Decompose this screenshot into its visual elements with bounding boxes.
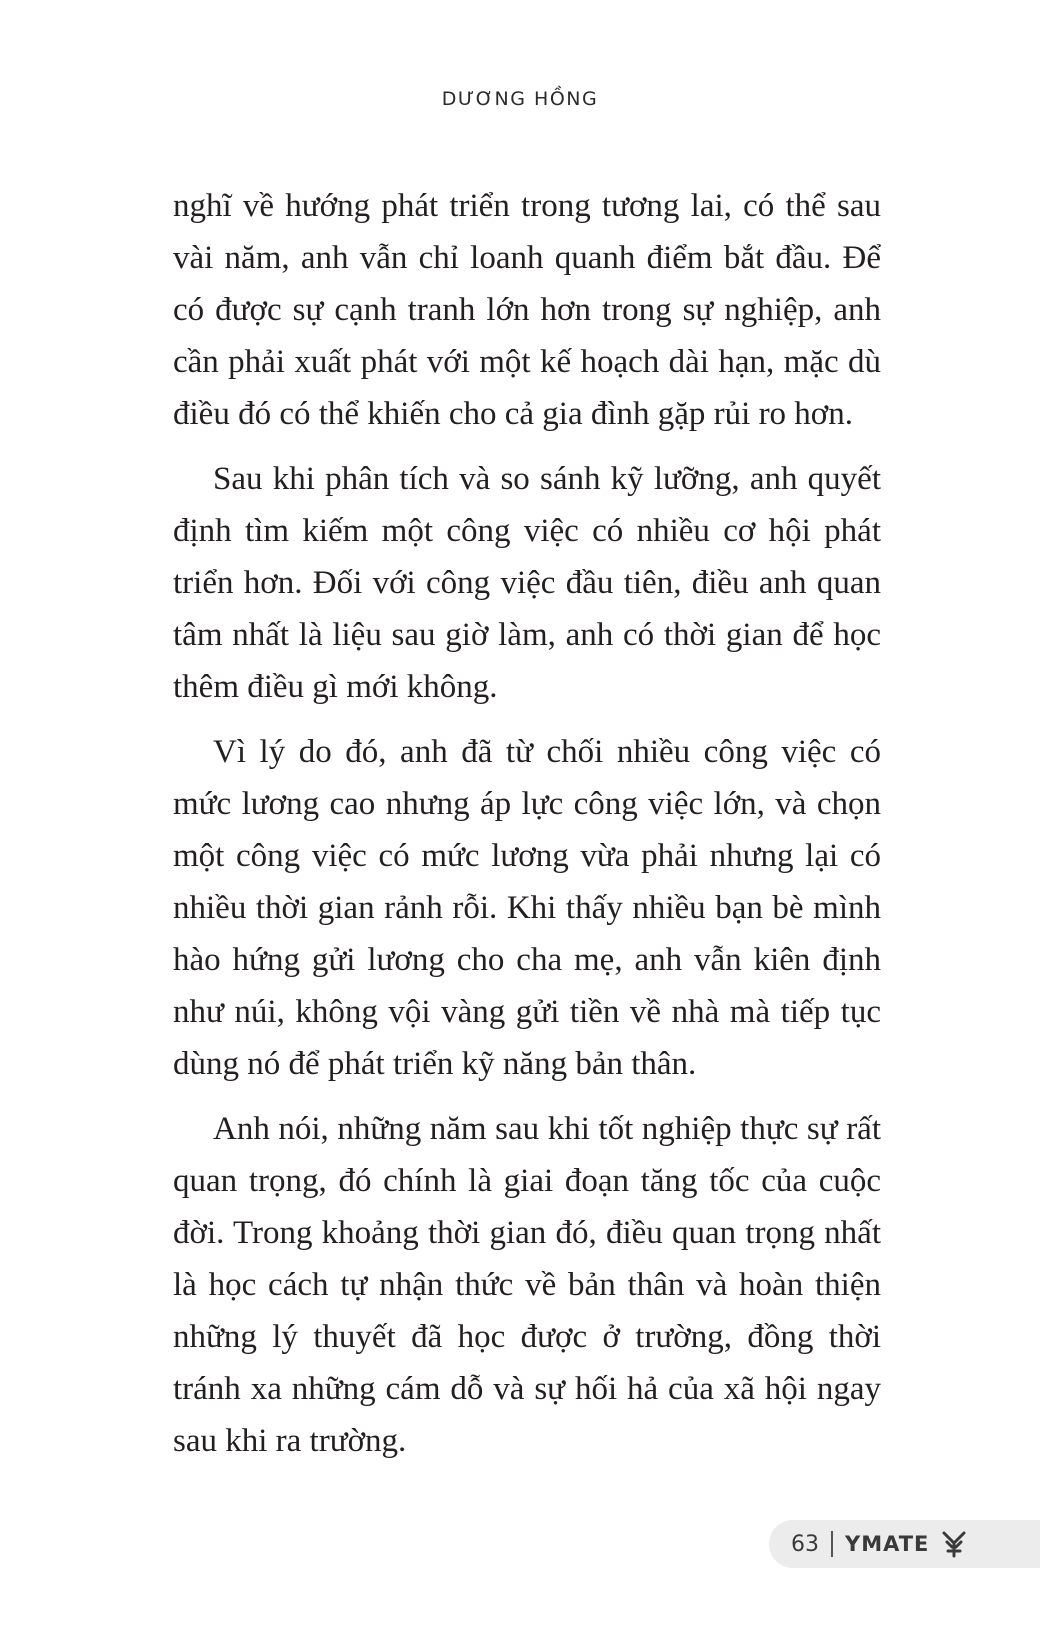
page-number: 63	[791, 1531, 819, 1557]
paragraph-1: nghĩ về hướng phát triển trong tương lai, có thể sau vài năm, anh vẫn chỉ loanh quanh điểm bắt đầu. Để có được sự cạnh tranh lớn hơn trong sự nghiệp, anh cần phải xuất phát với một kế hoạch dài hạn, mặc dù điều đó có thể khiến cho cả gia đình gặp rủi ro hơn.	[173, 188, 881, 432]
footer-divider	[831, 1531, 833, 1557]
running-header-author: DƯƠNG HỒNG	[441, 88, 599, 110]
ymate-logo-icon	[939, 1529, 969, 1559]
paragraph-3: Vì lý do đó, anh đã từ chối nhiều công việc có mức lương cao nhưng áp lực công việc lớn, và chọn một công việc có mức lương vừa phải nhưng lại có nhiều thời gian rảnh rỗi. Khi thấy nhiều bạn bè mình hào hứng gửi lương cho cha mẹ, anh vẫn kiên định như núi, không vội vàng gửi tiền về nhà mà tiếp tục dùng nó để phát triển kỹ năng bản thân.	[173, 734, 881, 1082]
publisher-brand: YMATE	[845, 1532, 930, 1556]
page-footer-tab	[769, 1520, 1040, 1568]
paragraph-2: Sau khi phân tích và so sánh kỹ lưỡng, anh quyết định tìm kiếm một công việc có nhiều cơ hội phát triển hơn. Đối với công việc đầu tiên, điều anh quan tâm nhất là liệu sau giờ làm, anh có thời gian để học thêm điều gì mới không.	[173, 461, 881, 705]
paragraph-4: Anh nói, những năm sau khi tốt nghiệp thực sự rất quan trọng, đó chính là giai đoạn tăng tốc của cuộc đời. Trong khoảng thời gian đó, điều quan trọng nhất là học cách tự nhận thức về bản thân và hoàn thiện những lý thuyết đã học được ở trường, đồng thời tránh xa những cám dỗ và sự hối hả của xã hội ngay sau khi ra trường.	[173, 1111, 881, 1459]
page-body	[173, 180, 881, 1480]
